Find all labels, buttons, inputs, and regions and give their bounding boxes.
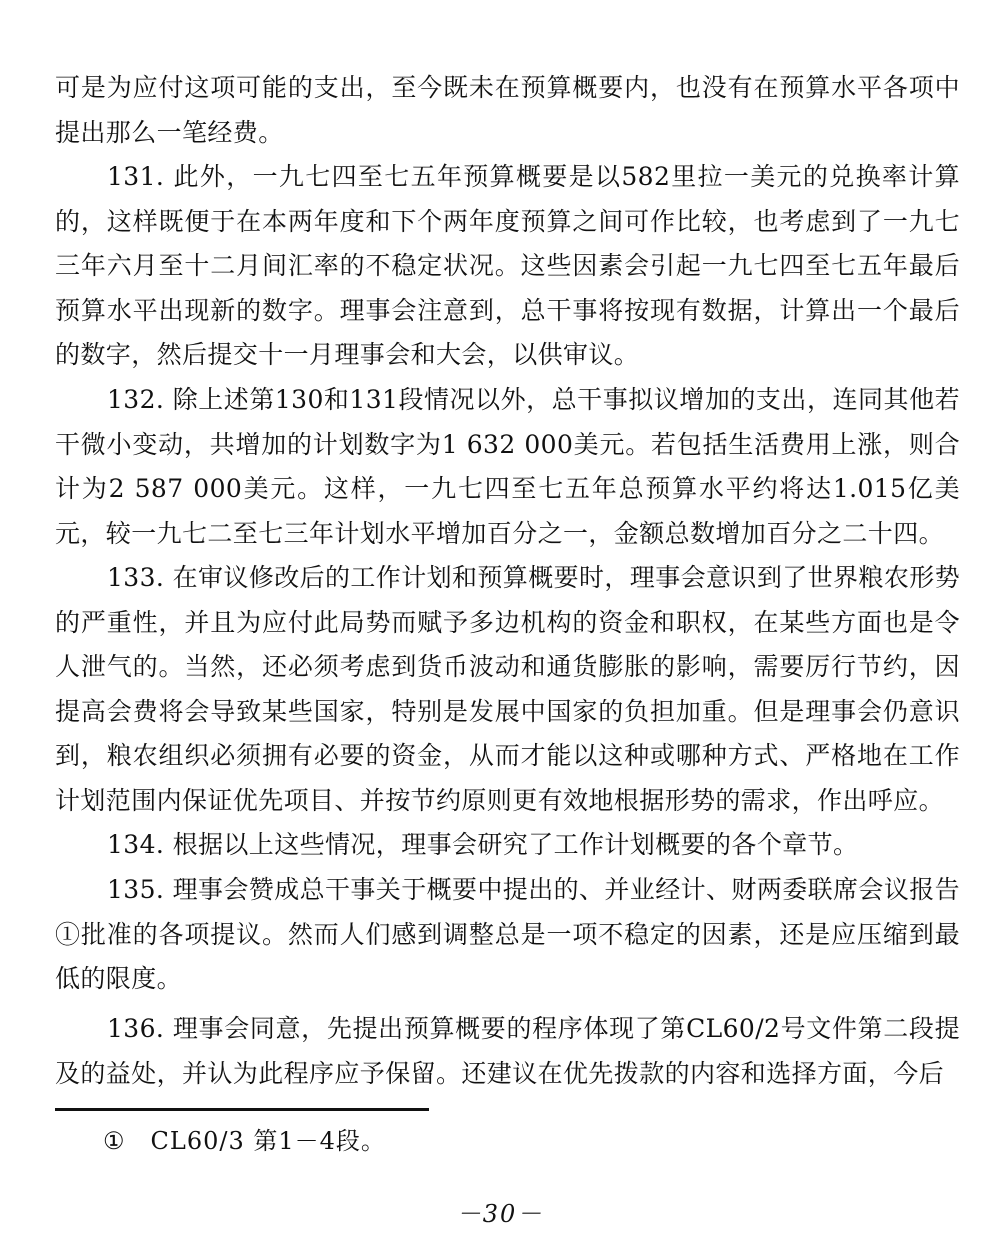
paragraph-134: 134. 根据以上这些情况，理事会研究了工作计划概要的各个章节。 [107,830,859,859]
paragraph-continuation: 可是为应付这项可能的支出，至今既未在预算概要内，也没有在预算水平各项中提出那么一笔经费。 [55,73,960,147]
footnote: ① CL60/3 第1－4段。 [103,1127,386,1155]
paragraph-136: 136. 理事会同意，先提出预算概要的程序体现了第CL60/2号文件第二段提及的益处，并认为此程序应予保留。还建议在优先拨款的内容和选择方面，今后 [55,1014,960,1088]
paragraph-131: 131. 此外，一九七四至七五年预算概要是以582里拉一美元的兑换率计算的，这样既便于在本两年度和下个两年度预算之间可作比较，也考虑到了一九七三年六月至十二月间汇率的不稳定状况。这些因素会引起一九七四至七五年最后预算水平出现新的数字。理事会注意到，总干事将按现有数据，计算出一个最后的数字，然后提交十一月理事会和大会，以供审议。 [55,162,960,369]
footnote-divider [55,1108,429,1111]
paragraph-135: 135. 理事会赞成总干事关于概要中提出的、并业经计、财两委联席会议报告①批准的各项提议。然而人们感到调整总是一项不稳定的因素，还是应压缩到最低的限度。 [55,875,961,993]
paragraph-132: 132. 除上述第130和131段情况以外，总干事拟议增加的支出，连同其他若干微小变动，共增加的计划数字为1 632 000美元。若包括生活费用上涨，则合计为2 587 000美元。这样，一九七四至七五年总预算水平约将达1.015亿美元，较一九七二至七三年计划水平增加百分之一，金额总数增加百分之二十四。 [55,385,960,548]
page-number: －30－ [456,1200,544,1228]
paragraph-133: 133. 在审议修改后的工作计划和预算概要时，理事会意识到了世界粮农形势的严重性，并且为应付此局势而赋予多边机构的资金和职权，在某些方面也是令人泄气的。当然，还必须考虑到货币波动和通货膨胀的影响，需要厉行节约，因提高会费将会导致某些国家，特别是发展中国家的负担加重。但是理事会仍意识到，粮农组织必须拥有必要的资金，从而才能以这种或哪种方式、严格地在工作计划范围内保证优先项目、并按节约原则更有效地根据形势的需求，作出呼应。 [55,563,961,815]
